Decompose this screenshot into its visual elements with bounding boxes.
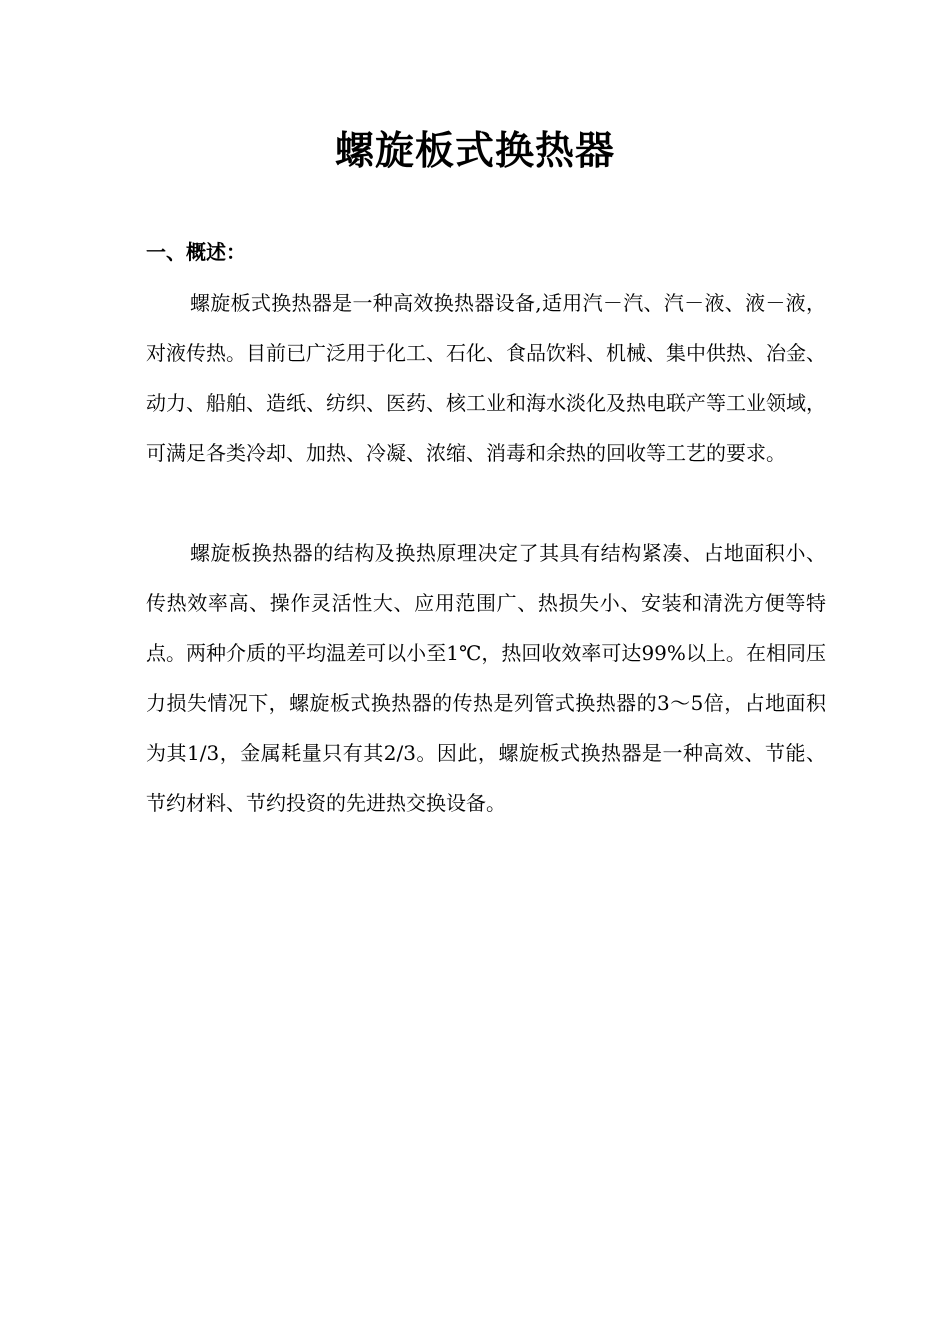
overview-paragraph-2: 螺旋板换热器的结构及换热原理决定了其具有结构紧凑、占地面积小、传热效率高、操作灵活性大、应用范围广、热损失小、安装和清洗方便等特点。两种介质的平均温差可以小至1℃，热回收效率可达99%以上。在相同压力损失情况下，螺旋板式换热器的传热是列管式换热器的3～5倍，占地面积为其1/3，金属耗量只有其2/3。因此，螺旋板式换热器是一种高效、节能、节约材料、节约投资的先进热交换设备。 — [146, 541, 826, 815]
overview-paragraph-1: 螺旋板式换热器是一种高效换热器设备,适用汽－汽、汽－液、液－液，对液传热。目前已广泛用于化工、石化、食品饮料、机械、集中供热、冶金、动力、船舶、造纸、纺织、医药、核工业和海水淡化及热电联产等工业领域，可满足各类冷却、加热、冷凝、浓缩、消毒和余热的回收等工艺的要求。 — [146, 291, 826, 465]
document-title: 螺旋板式换热器 — [334, 129, 615, 174]
section-heading-overview: 一、概述： — [146, 240, 246, 264]
